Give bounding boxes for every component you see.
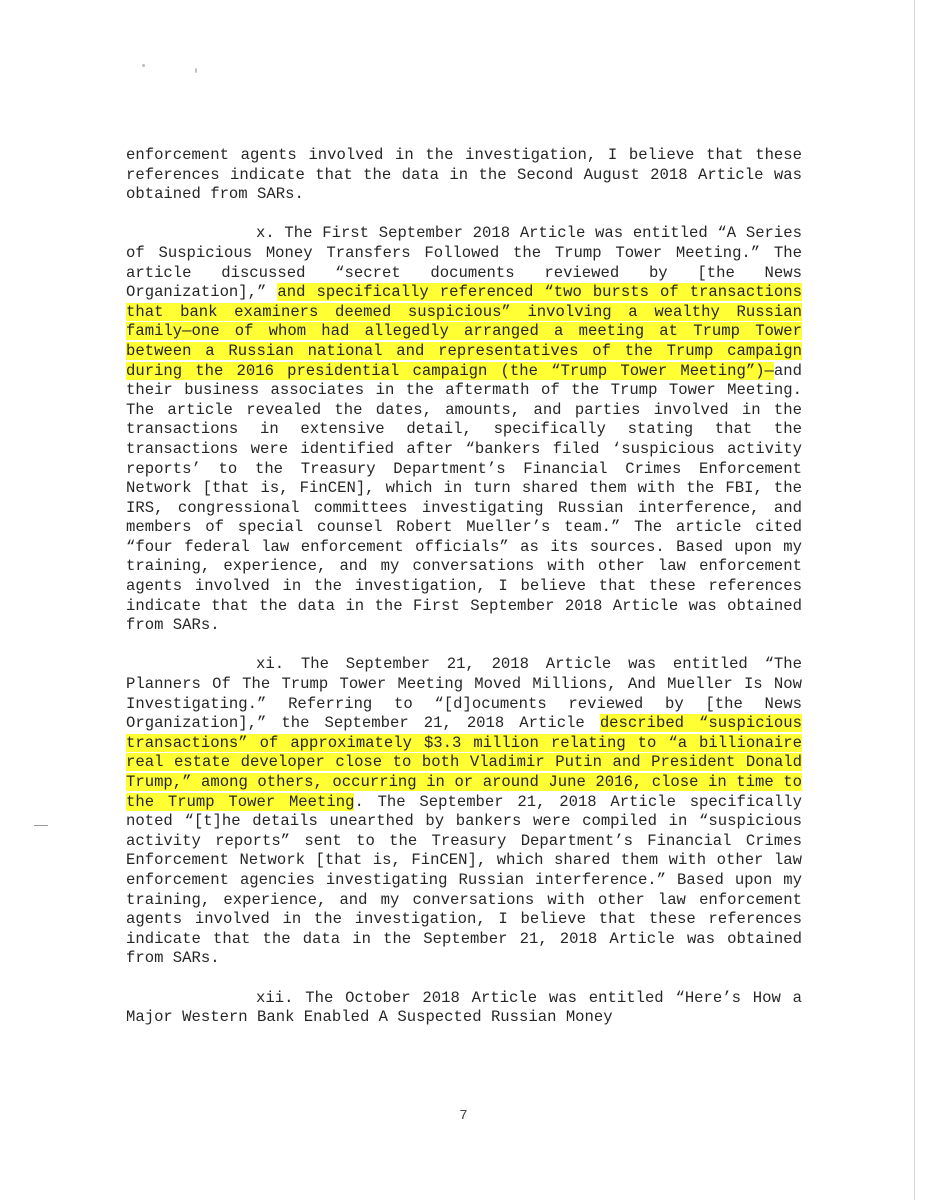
paragraph-text: xii. The October 2018 Article was entitled “Here’s How a Major Western Bank Enabled A Suspected Russian Money [126,988,802,1027]
page-number: 7 [459,1108,468,1124]
highlighted-text: and specifically referenced “two bursts of transactions that bank examiners deemed suspicious” involving a wealthy Russian family—one of whom had allegedly arranged a meeting at Trump Tower between a Russian national and representatives of the Trump campaign during the 2016 presidential campaign (the “Trump Tower Meeting”)— [126,283,802,380]
highlighted-text: described “suspicious transactions” of approximately $3.3 million relating to “a billionaire real estate developer close to both Vladimir Putin and President Donald Trump,” among others, occurring in or around June 2016, close in time to the Trump Tower Meeting [126,714,802,811]
paragraph-p-x [126,224,802,635]
scan-margin-mark [34,825,48,826]
paragraph-p-xi [126,655,802,969]
paragraph-text: enforcement agents involved in the investigation, I believe that these references indicate that the data in the Second August 2018 Article was obtained from SARs. [126,146,802,204]
paragraph-p-cont [126,146,802,205]
paragraph-text: . The September 21, 2018 Article specifically noted “[t]he details unearthed by bankers were compiled in “suspicious activity reports” sent to the Treasury Department’s Financial Crimes Enforcement Network [that is, FinCEN], which shared them with other law enforcement agencies investigating Russian interference.” Based upon my training, experience, and my conversations with other law enforcement agents involved in the investigation, I believe that these references indicate that the data in the September 21, 2018 Article was obtained from SARs. [126,792,802,968]
document-body [126,146,802,1028]
paragraph-text: xi. The September 21, 2018 Article was entitled “The Planners Of The Trump Tower Meeting Moved Millions, And Mueller Is Now Investigating.” Referring to “[d]ocuments reviewed by [the News Organization],” the September 21, 2018 Article [126,655,802,733]
scan-speck [142,64,145,67]
paragraph-text: x. The First September 2018 Article was entitled “A Series of Suspicious Money Transfers Followed the Trump Tower Meeting.” The article discussed “secret documents reviewed by [the News Organization],” [126,224,802,302]
paragraph-p-xii [126,989,802,1028]
scan-speck [195,68,197,73]
paragraph-text: and their business associates in the aftermath of the Trump Tower Meeting. The article revealed the dates, amounts, and parties involved in the transactions in extensive detail, specifically stating that the transactions were identified after “bankers filed ‘suspicious activity reports’ to the Treasury Department’s Financial Crimes Enforcement Network [that is, FinCEN], which in turn shared them with the FBI, the IRS, congressional committees investigating Russian interference, and members of special counsel Robert Mueller’s team.” The article cited “four federal law enforcement officials” as its sources. Based upon my training, experience, and my conversations with other law enforcement agents involved in the investigation, I believe that these references indicate that the data in the First September 2018 Article was obtained from SARs. [126,361,802,635]
scan-page-edge [914,0,915,1200]
